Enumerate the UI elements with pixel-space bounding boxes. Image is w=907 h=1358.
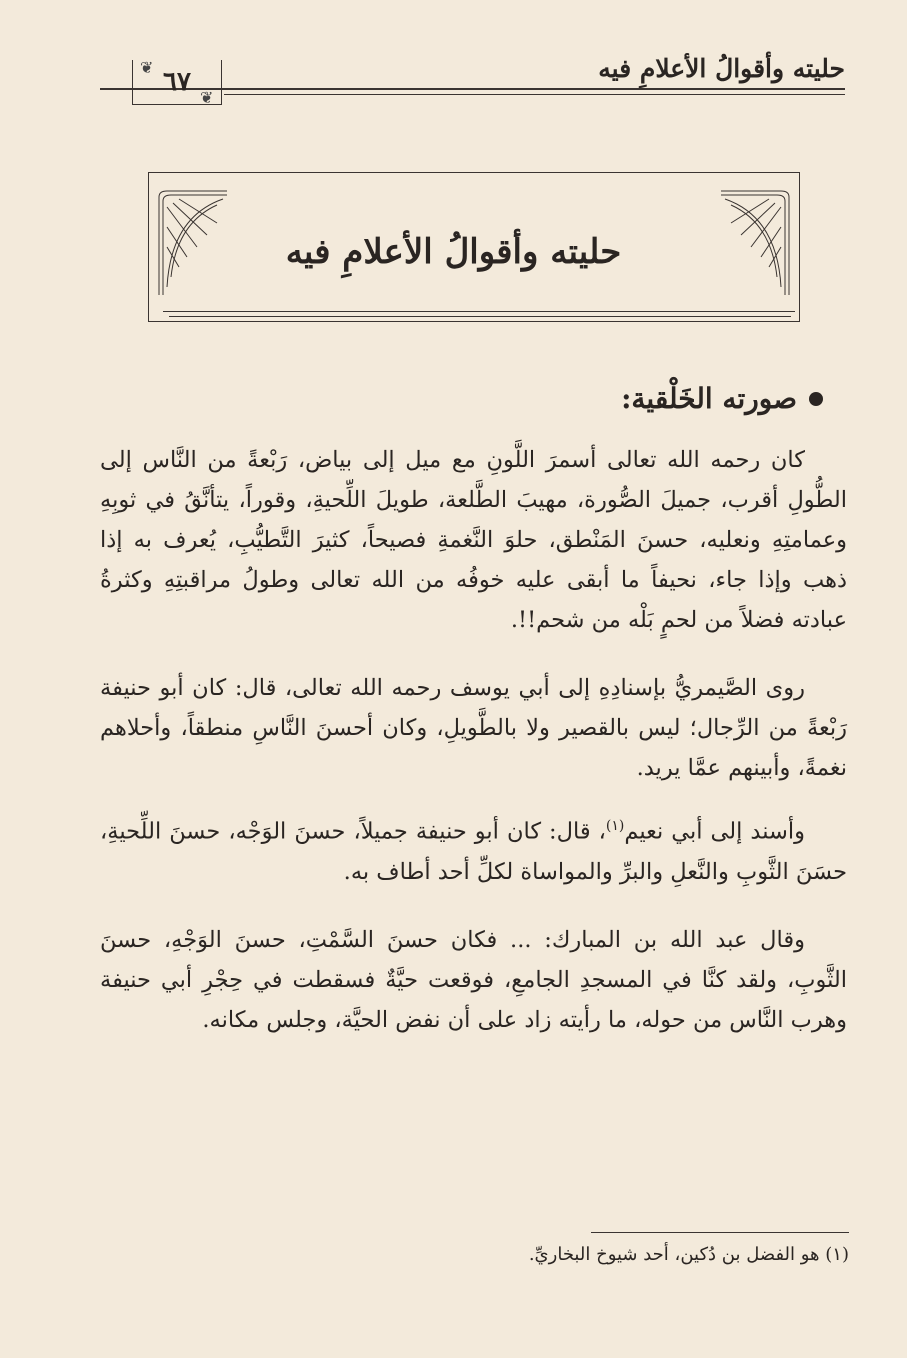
bullet-icon bbox=[809, 392, 823, 406]
paragraph: كان رحمه الله تعالى أسمرَ اللَّونِ مع ميل إلى بياض، رَبْعةً من النَّاس إلى الطُّولِ أقرب، جميلَ الصُّورة، مهيبَ الطَّلعة، طويلَ اللِّحيةِ، وقوراً، يتأنَّقُ في ثوبِهِ وعمامتِهِ ونعليه، حسنَ المَنْطق، حلوَ النَّغمةِ فصيحاً، كثيرَ التَّطيُّبِ، يُعرف به إذا ذهب وإذا جاء، نحيفاً ما أبقى عليه خوفُه من الله تعالى وطولُ مراقبتِهِ وكثرةُ عبادته فضلاً من لحمٍ بَلْه من شحم!!. bbox=[100, 447, 847, 633]
paragraph: روى الصَّيمريُّ بإسنادِهِ إلى أبي يوسف رحمه الله تعالى، قال: كان أبو حنيفة رَبْعةً من الرِّجال؛ ليس بالقصير ولا بالطَّويلِ، وكان أحسنَ النَّاسِ منطقاً، وأحلاهم نغمةً، وأبينهم عمَّا يريد. bbox=[100, 675, 847, 781]
paragraph bbox=[100, 806, 847, 892]
page-number: ٦٧ bbox=[132, 60, 222, 105]
header-rule-inner bbox=[224, 94, 845, 95]
paragraph-text: ، قال: كان أبو حنيفة جميلاً، حسنَ الوَجْه، حسنَ اللِّحيةِ، حسَنَ الثَّوبِ والنَّعلِ والبرِّ والمواساة لكلِّ أحد أطاف به. bbox=[100, 818, 847, 885]
frame-rule bbox=[169, 316, 791, 317]
flourish-icon: ❦ bbox=[140, 58, 154, 77]
section-heading bbox=[621, 382, 823, 415]
paragraph: وقال عبد الله بن المبارك: ... فكان حسنَ السَّمْتِ، حسنَ الوَجْهِ، حسنَ الثَّوبِ، ولقد كنَّا في المسجدِ الجامعِ، فوقعت حيَّةٌ فسقطت في حِجْرِ أبي حنيفة وهرب النَّاس من حوله، ما رأيته زاد على أن نفض الحيَّة، وجلس مكانه. bbox=[100, 926, 847, 1033]
paragraph-text: وأسند إلى أبي نعيم bbox=[624, 818, 805, 845]
running-header-title: حليته وأقوالُ الأعلامِ فيه bbox=[598, 54, 845, 83]
frame-rule bbox=[163, 311, 795, 312]
footnote: (١) هو الفضل بن دُكين، أحد شيوخ البخاريِّ. bbox=[528, 1244, 849, 1265]
footnote-separator bbox=[591, 1232, 849, 1233]
section-heading-text: صورته الخَلْقية: bbox=[621, 382, 797, 415]
flourish-icon: ❦ bbox=[200, 88, 214, 107]
chapter-title: حليته وأقوالُ الأعلامِ فيه bbox=[285, 232, 622, 272]
footnote-reference: (١) bbox=[605, 818, 625, 834]
body-text bbox=[100, 440, 847, 1068]
